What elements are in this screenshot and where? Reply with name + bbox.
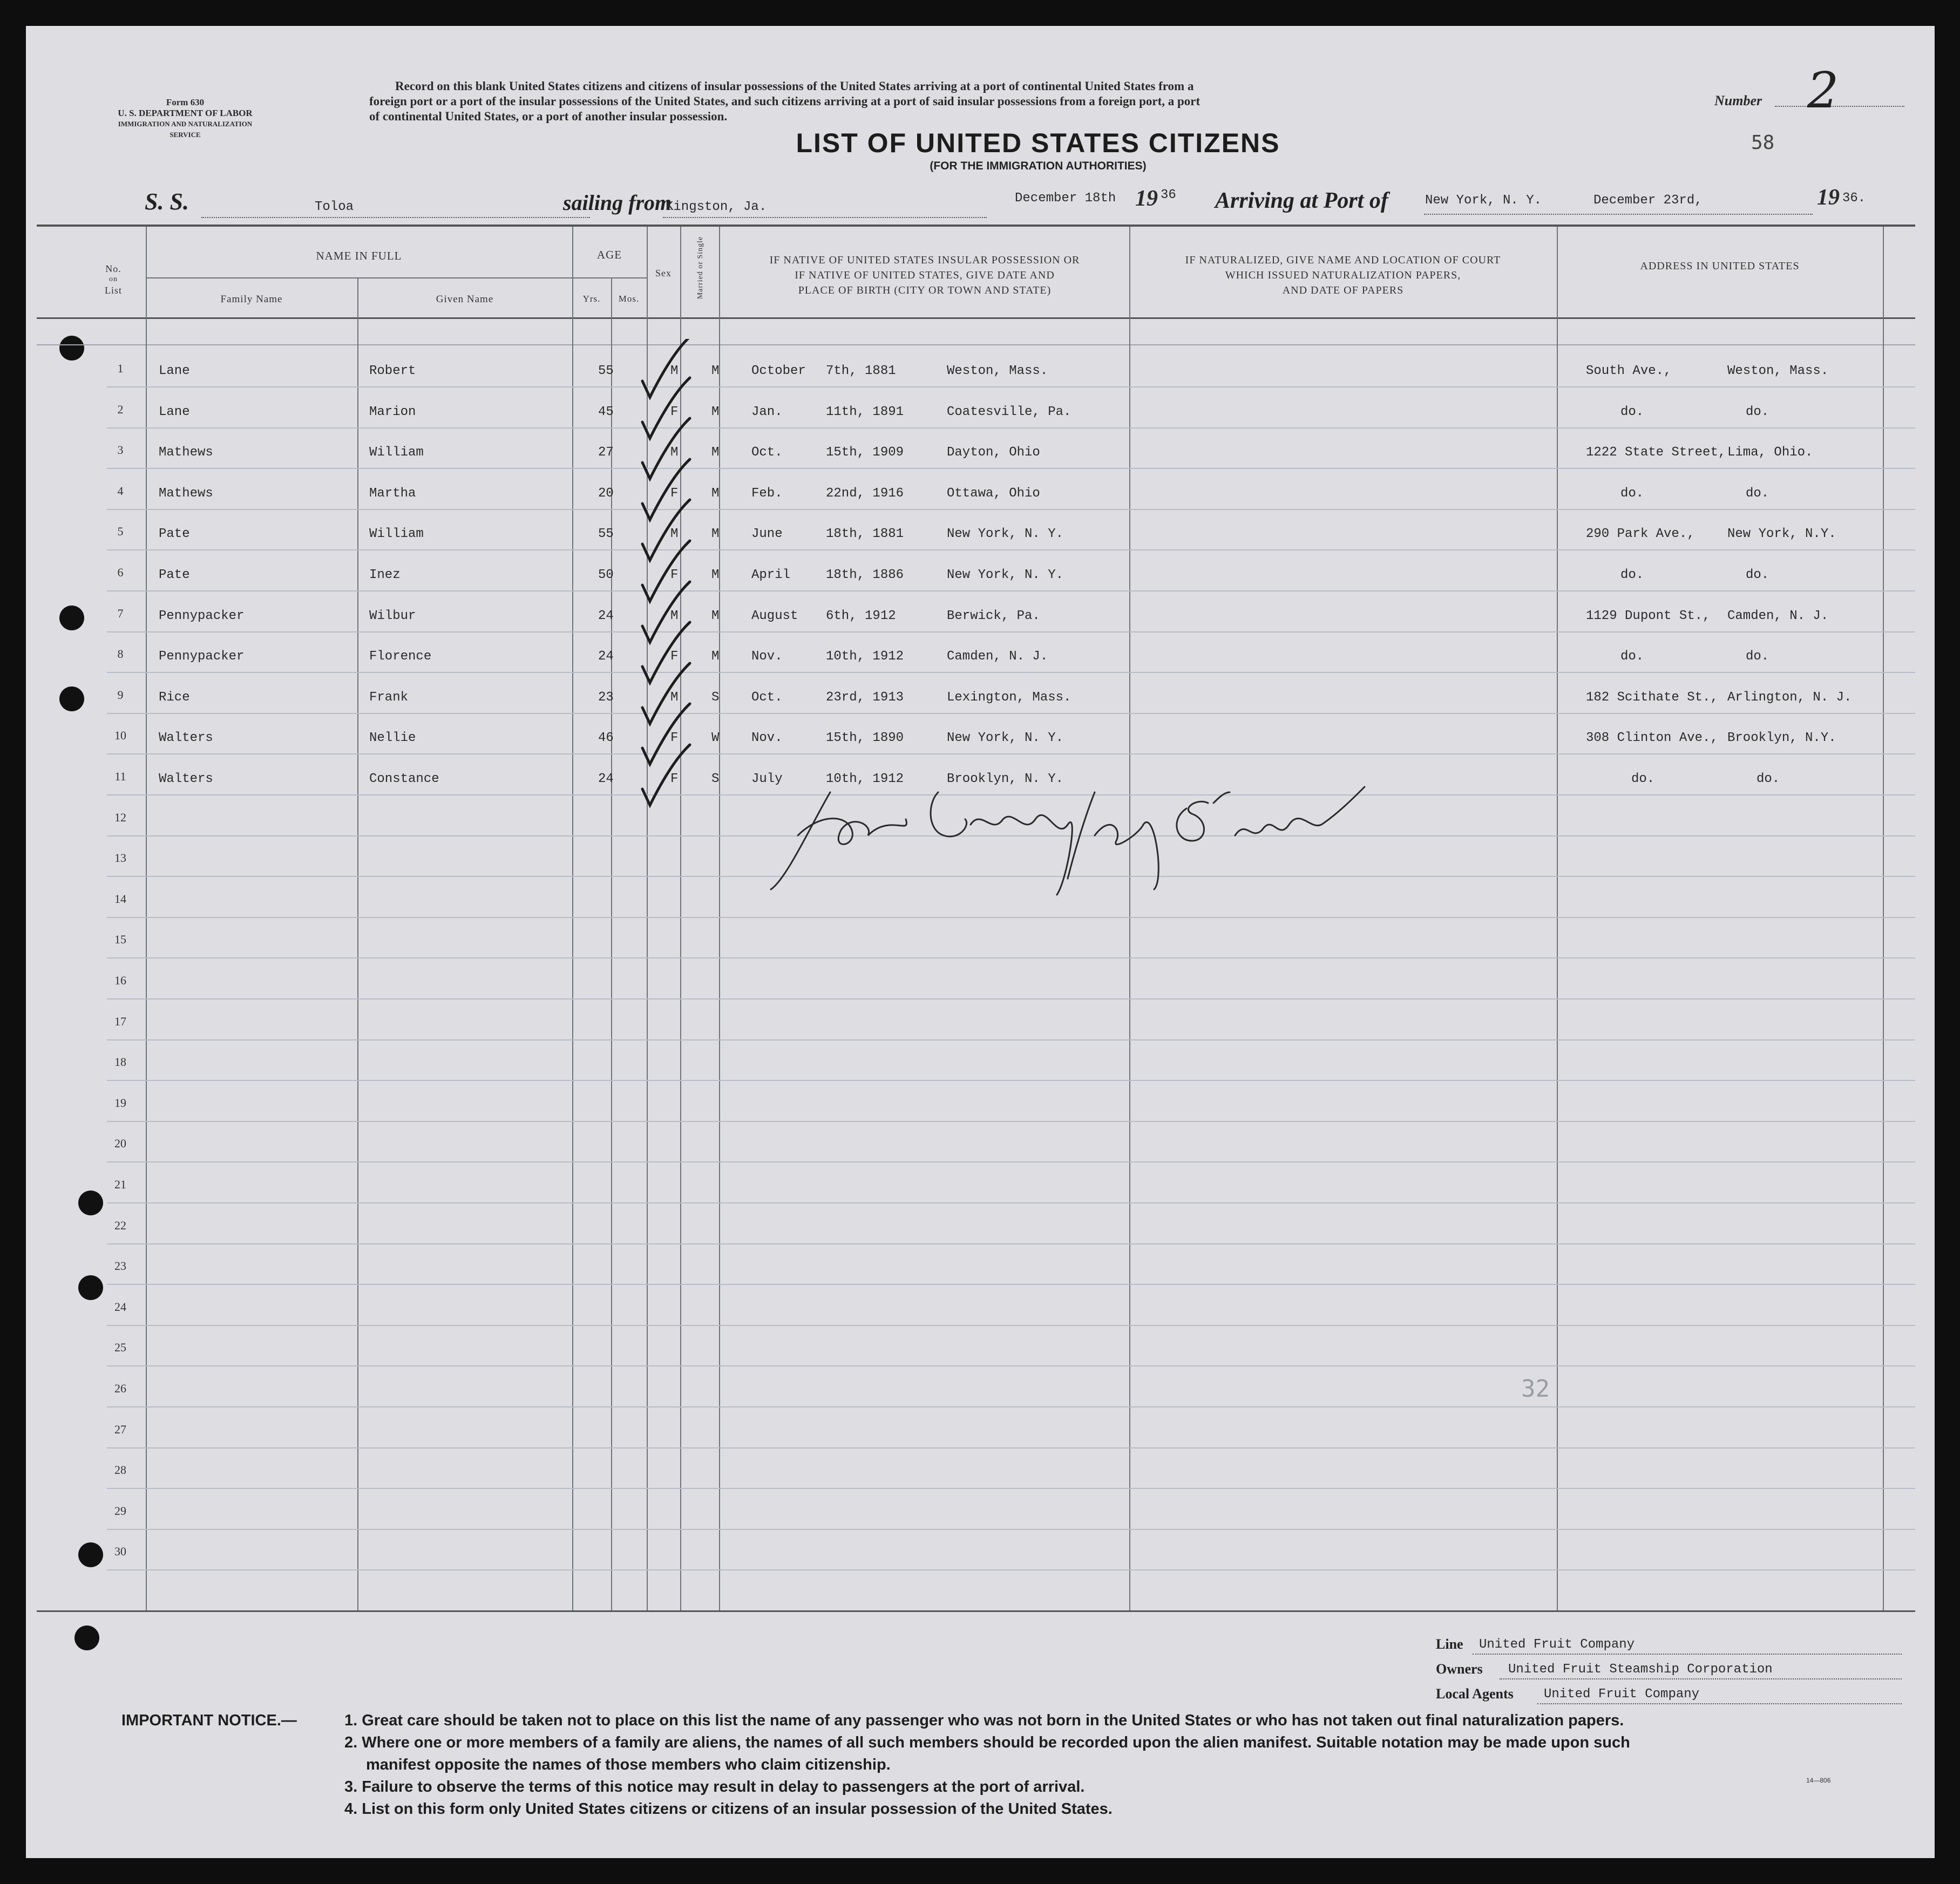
age-cell: 45 [598, 405, 614, 419]
row-rule [107, 753, 1915, 754]
age-cell: 27 [598, 445, 614, 460]
address-street-cell: 308 Clinton Ave., [1586, 731, 1718, 745]
form-id-block [107, 97, 263, 140]
punch-hole [59, 336, 84, 361]
department-name: U. S. DEPARTMENT OF LABOR [118, 108, 253, 118]
birth-day-cell: 18th, 1881 [826, 527, 904, 541]
row-number: 10 [114, 729, 126, 742]
checkmark-icon [642, 500, 690, 560]
line-value: United Fruit Company [1479, 1637, 1635, 1652]
notice-item: 3. Failure to observe the terms of this notice may result in delay to passengers at the port of arrival. [344, 1778, 1085, 1795]
sex-cell: F [670, 772, 679, 786]
row-number: 6 [117, 566, 124, 579]
family-name-cell: Lane [159, 364, 190, 378]
birth-month-cell: Feb. [751, 486, 783, 501]
row-number: 27 [114, 1423, 126, 1436]
notice-items [344, 1710, 1926, 1820]
row-rule [107, 590, 1915, 591]
checkmark-icon [642, 622, 690, 683]
notice-item: 4. List on this form only United States citizens or citizens of an insular possession of the United States. [344, 1800, 1113, 1818]
port-to: New York, N. Y. [1425, 193, 1542, 208]
table-header-rule [37, 317, 1915, 319]
checkmark-icon [642, 582, 690, 642]
print-code: 14—806 [1806, 1777, 1831, 1784]
family-name-cell: Pate [159, 568, 190, 582]
intro-line: of continental United States, or a port of another insular possession. [369, 110, 728, 123]
header-text: No. [105, 263, 121, 274]
age-cell: 46 [598, 731, 614, 745]
col-divider [146, 227, 147, 1610]
row-rule [107, 549, 1915, 550]
given-name-cell: Nellie [369, 731, 416, 745]
checkmark-icon [642, 745, 690, 805]
checkmark-icon [642, 704, 690, 764]
header-text: List [104, 285, 122, 296]
marital-status-cell: M [711, 527, 720, 541]
row-number: 16 [114, 974, 126, 987]
row-rule [107, 672, 1915, 673]
row-rule [107, 1121, 1915, 1122]
sail-year: 36 [1161, 188, 1176, 202]
address-city-cell: New York, N.Y. [1727, 527, 1836, 541]
given-name-cell: Marion [369, 405, 416, 419]
address-street-cell: 182 Scithate St., [1586, 690, 1718, 705]
port-from: Kingston, Ja. [666, 200, 767, 214]
sex-cell: F [670, 486, 679, 501]
row-rule [107, 1243, 1915, 1244]
row-number: 8 [117, 647, 124, 661]
age-cell: 24 [598, 772, 614, 786]
marital-status-cell: M [711, 609, 720, 623]
marital-status-cell: M [711, 568, 720, 582]
row-rule [107, 427, 1915, 429]
page-subtitle: (FOR THE IMMIGRATION AUTHORITIES) [930, 160, 1147, 172]
birth-day-cell: 23rd, 1913 [826, 690, 904, 705]
number-underline [1775, 106, 1904, 107]
row-rule [107, 1161, 1915, 1162]
row-rule [107, 468, 1915, 469]
age-cell: 24 [598, 649, 614, 664]
row-rule [107, 1080, 1915, 1081]
address-city-cell: Brooklyn, N.Y. [1727, 731, 1836, 745]
punch-hole [59, 686, 84, 711]
address-city-cell: Lima, Ohio. [1727, 445, 1813, 460]
marital-status-cell: M [711, 486, 720, 501]
row-number: 15 [114, 933, 126, 946]
row-number: 19 [114, 1096, 126, 1110]
sex-cell: F [670, 649, 679, 664]
col-divider [572, 227, 573, 1610]
checkmark-icon [642, 541, 690, 601]
sex-cell: M [670, 609, 679, 623]
birth-day-cell: 6th, 1912 [826, 609, 896, 623]
address-street-cell: South Ave., [1586, 364, 1672, 378]
age-cell: 55 [598, 527, 614, 541]
row-number: 4 [117, 484, 124, 498]
birth-day-cell: 10th, 1912 [826, 772, 904, 786]
given-name-cell: William [369, 445, 424, 460]
notice-item: manifest opposite the names of those members who claim citizenship. [366, 1756, 891, 1773]
marital-status-cell: M [711, 445, 720, 460]
row-rule [107, 1529, 1915, 1530]
sex-cell: M [670, 690, 679, 705]
port-to-underline [1424, 214, 1813, 215]
header-text: AND DATE OF PAPERS [1282, 284, 1404, 296]
number-label: Number [1714, 93, 1762, 108]
given-name-cell: Constance [369, 772, 439, 786]
age-cell: 24 [598, 609, 614, 623]
row-number: 9 [117, 688, 124, 702]
row-number: 24 [114, 1300, 126, 1314]
row-rule [107, 1488, 1915, 1489]
marital-status-cell: S [711, 772, 720, 786]
age-cell: 55 [598, 364, 614, 378]
owners-label: Owners [1436, 1661, 1483, 1677]
intro-line: foreign port or a port of the insular possessions of the United States, and such citizens arriving at a port of said insular possessions from a foreign port, a port [369, 94, 1201, 108]
birth-month-cell: July [751, 772, 783, 786]
intro-line: Record on this blank United States citizens and citizens of insular possessions of the United States arriving at a port of continental United States from a [395, 79, 1194, 93]
row-number: 21 [114, 1178, 126, 1191]
marital-status-cell: S [711, 690, 720, 705]
sex-cell: M [670, 445, 679, 460]
row-number: 25 [114, 1341, 126, 1354]
row-rule [107, 1447, 1915, 1448]
birth-place-cell: Camden, N. J. [947, 649, 1048, 664]
checkmark-icon [642, 418, 690, 479]
birth-month-cell: October [751, 364, 806, 378]
row-number: 3 [117, 443, 124, 457]
given-name-cell: Martha [369, 486, 416, 501]
family-name-cell: Rice [159, 690, 190, 705]
agents-underline [1537, 1703, 1902, 1704]
row-number: 28 [114, 1463, 126, 1477]
checkmark-icon [642, 378, 690, 438]
age-cell: 20 [598, 486, 614, 501]
sex-cell: M [670, 527, 679, 541]
page-stamp: 32 [1521, 1375, 1550, 1403]
row-number: 5 [117, 525, 124, 538]
notice-item: 1. Great care should be taken not to place on this list the name of any passenger who was not born in the United States or who has not taken out final naturalization papers. [344, 1712, 1624, 1729]
manifest-sheet [26, 26, 1935, 1858]
sailing-label: sailing from [563, 191, 672, 215]
punch-hole [59, 606, 84, 630]
birth-day-cell: 10th, 1912 [826, 649, 904, 664]
address-street-cell: 290 Park Ave., [1586, 527, 1695, 541]
address-city-cell: do. [1746, 649, 1769, 664]
checkmark-icon [642, 339, 690, 397]
col-divider [1557, 227, 1558, 1610]
given-name-cell: Florence [369, 649, 432, 664]
punch-hole [74, 1625, 99, 1650]
row-rule [107, 713, 1915, 714]
row-number: 18 [114, 1055, 126, 1069]
family-name-cell: Pennypacker [159, 649, 245, 664]
sail-year-prefix: 19 [1135, 186, 1158, 211]
birth-place-cell: Weston, Mass. [947, 364, 1048, 378]
birth-month-cell: June [751, 527, 783, 541]
address-street-cell: do. [1631, 772, 1655, 786]
row-rule [107, 509, 1915, 510]
address-street-cell: do. [1620, 649, 1644, 664]
given-name-cell: Robert [369, 364, 416, 378]
family-name-cell: Mathews [159, 486, 213, 501]
given-name-cell: Frank [369, 690, 409, 705]
header-age: AGE [596, 248, 622, 261]
address-city-cell: do. [1746, 405, 1769, 419]
row-number: 11 [114, 770, 126, 783]
family-name-cell: Mathews [159, 445, 213, 460]
number-value: 2 [1807, 62, 1839, 119]
header-no-on-list [86, 263, 140, 296]
table-top-rule [37, 225, 1915, 227]
header-family-name: Family Name [220, 294, 283, 305]
age-cell: 23 [598, 690, 614, 705]
page-title: LIST OF UNITED STATES CITIZENS [796, 128, 1280, 158]
punch-hole [78, 1191, 103, 1215]
family-name-cell: Walters [159, 772, 213, 786]
sex-cell: F [670, 568, 679, 582]
header-text: WHICH ISSUED NATURALIZATION PAPERS, [1225, 269, 1461, 281]
marital-status-cell: M [711, 405, 720, 419]
header-naturalized [1132, 253, 1554, 298]
marital-status-cell: M [711, 649, 720, 664]
header-text: IF NATURALIZED, GIVE NAME AND LOCATION OF COURT [1185, 254, 1501, 266]
given-name-cell: Wilbur [369, 609, 416, 623]
row-rule [107, 998, 1915, 999]
col-divider [357, 278, 358, 1610]
address-city-cell: do. [1746, 568, 1769, 582]
birth-place-cell: New York, N. Y. [947, 568, 1064, 582]
header-given-name: Given Name [436, 294, 494, 305]
family-name-cell: Lane [159, 405, 190, 419]
family-name-cell: Pennypacker [159, 609, 245, 623]
birth-day-cell: 7th, 1881 [826, 364, 896, 378]
port-from-underline [663, 217, 987, 218]
age-cell: 50 [598, 568, 614, 582]
row-number: 2 [117, 403, 124, 416]
birth-day-cell: 15th, 1909 [826, 445, 904, 460]
row-rule [107, 1284, 1915, 1285]
row-rule [107, 917, 1915, 918]
table-bottom-rule [37, 1610, 1915, 1612]
birth-place-cell: Coatesville, Pa. [947, 405, 1071, 419]
row-number: 17 [114, 1015, 126, 1028]
inspector-signature [765, 771, 1386, 900]
birth-place-cell: New York, N. Y. [947, 527, 1064, 541]
name-age-subhead-rule [146, 277, 647, 278]
birth-month-cell: Nov. [751, 649, 783, 664]
row-number: 1 [117, 362, 124, 375]
birth-month-cell: Jan. [751, 405, 783, 419]
row-number: 23 [114, 1259, 126, 1273]
notice-heading: IMPORTANT NOTICE.— [121, 1712, 297, 1729]
notice-item: 2. Where one or more members of a family are aliens, the names of all such members should be recorded upon the alien manifest. Suitable notation may be made upon such [344, 1734, 1630, 1751]
header-text: IF NATIVE OF UNITED STATES INSULAR POSSESSION OR [769, 254, 1080, 266]
birth-place-cell: Brooklyn, N. Y. [947, 772, 1064, 786]
row-rule [107, 1039, 1915, 1040]
arriving-label: Arriving at Port of [1215, 188, 1388, 213]
sex-cell: M [670, 364, 679, 378]
birth-month-cell: August [751, 609, 798, 623]
birth-month-cell: Nov. [751, 731, 783, 745]
birth-place-cell: Berwick, Pa. [947, 609, 1040, 623]
header-yrs: Yrs. [582, 294, 601, 304]
birth-day-cell: 18th, 1886 [826, 568, 904, 582]
line-label: Line [1436, 1636, 1463, 1652]
intro-text [369, 79, 1643, 124]
birth-place-cell: New York, N. Y. [947, 731, 1064, 745]
row-rule [107, 386, 1915, 387]
row-rule [107, 1569, 1915, 1570]
address-street-cell: 1222 State Street, [1586, 445, 1726, 460]
birth-place-cell: Lexington, Mass. [947, 690, 1071, 705]
address-city-cell: Weston, Mass. [1727, 364, 1829, 378]
address-city-cell: Camden, N. J. [1727, 609, 1829, 623]
arrive-year: 36. [1842, 191, 1866, 206]
birth-month-cell: Oct. [751, 690, 783, 705]
address-city-cell: do. [1756, 772, 1780, 786]
punch-hole [78, 1275, 103, 1300]
ship-underline [201, 217, 590, 218]
header-sex: Sex [655, 268, 672, 278]
row-number: 26 [114, 1382, 126, 1395]
sex-cell: F [670, 405, 679, 419]
col-divider [1129, 227, 1130, 1610]
birth-day-cell: 22nd, 1916 [826, 486, 904, 501]
agents-label: Local Agents [1436, 1686, 1514, 1702]
address-street-cell: do. [1620, 486, 1644, 501]
row-rule [107, 1202, 1915, 1203]
family-name-cell: Walters [159, 731, 213, 745]
row-number: 22 [114, 1219, 126, 1232]
row-number: 29 [114, 1504, 126, 1518]
row-rule [107, 1406, 1915, 1407]
row-number: 13 [114, 851, 126, 865]
row-rule [107, 1365, 1915, 1366]
form-number: Form 630 [166, 97, 205, 107]
birth-day-cell: 11th, 1891 [826, 405, 904, 419]
sex-cell: F [670, 731, 679, 745]
header-married-single: Married or Single [696, 236, 704, 300]
row-rule [107, 957, 1915, 958]
address-city-cell: Arlington, N. J. [1727, 690, 1852, 705]
service-name: IMMIGRATION AND NATURALIZATION SERVICE [118, 120, 253, 139]
row-rule [107, 631, 1915, 632]
birth-month-cell: Oct. [751, 445, 783, 460]
birth-month-cell: April [751, 568, 791, 582]
header-name-in-full: NAME IN FULL [316, 249, 402, 262]
header-mos: Mos. [618, 294, 640, 304]
owners-underline [1500, 1678, 1902, 1679]
given-name-cell: William [369, 527, 424, 541]
address-city-cell: do. [1746, 486, 1769, 501]
line-underline [1473, 1654, 1902, 1655]
row-number: 20 [114, 1137, 126, 1150]
row-number: 30 [114, 1545, 126, 1558]
ship-name: Toloa [315, 200, 354, 214]
row-rule [107, 1325, 1915, 1326]
sail-date: December 18th [1015, 191, 1116, 206]
given-name-cell: Inez [369, 568, 401, 582]
checkmarks [630, 339, 760, 825]
owners-value: United Fruit Steamship Corporation [1508, 1662, 1773, 1677]
agents-value: United Fruit Company [1544, 1687, 1700, 1702]
table-row-rule [37, 344, 1915, 345]
ss-label: S. S. [145, 188, 189, 215]
address-street-cell: 1129 Dupont St., [1586, 609, 1711, 623]
marital-status-cell: M [711, 364, 720, 378]
header-birth [722, 253, 1127, 298]
checkmark-icon [642, 459, 690, 520]
stamp-number: 58 [1751, 132, 1775, 154]
row-number: 14 [114, 892, 126, 906]
row-number: 12 [114, 811, 126, 824]
family-name-cell: Pate [159, 527, 190, 541]
checkmark-icon [642, 663, 690, 724]
birth-day-cell: 15th, 1890 [826, 731, 904, 745]
row-number: 7 [117, 607, 124, 620]
col-divider [1883, 227, 1884, 1610]
header-text: on [109, 275, 118, 283]
arrive-year-prefix: 19 [1817, 185, 1840, 210]
header-address: ADDRESS IN UNITED STATES [1640, 260, 1800, 272]
birth-place-cell: Ottawa, Ohio [947, 486, 1040, 501]
marital-status-cell: W [711, 731, 720, 745]
address-street-cell: do. [1620, 568, 1644, 582]
header-text: IF NATIVE OF UNITED STATES, GIVE DATE AND [795, 269, 1055, 281]
col-divider [611, 278, 612, 1610]
arrive-date: December 23rd, [1593, 193, 1703, 208]
address-street-cell: do. [1620, 405, 1644, 419]
header-text: PLACE OF BIRTH (CITY OR TOWN AND STATE) [798, 284, 1052, 296]
birth-place-cell: Dayton, Ohio [947, 445, 1040, 460]
